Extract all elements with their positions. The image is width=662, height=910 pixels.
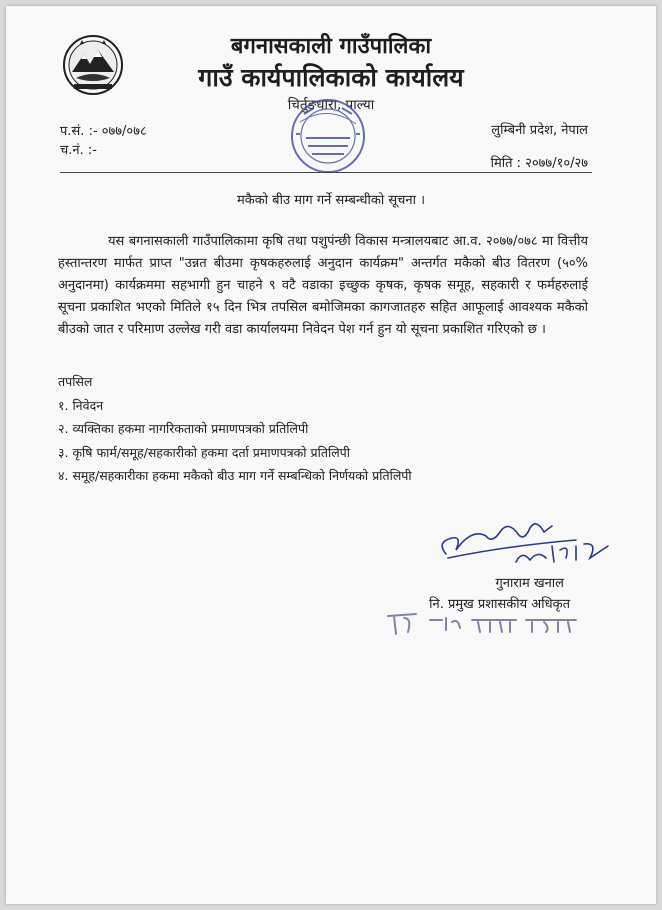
- list-item: ४. समूह/सहकारीका हकमा मकैको बीउ माग गर्ने सम्बन्धिको निर्णयको प्रतिलिपी: [58, 468, 412, 483]
- signatory-title: नि. प्रमुख प्रशासकीय अधिकृत: [429, 597, 570, 612]
- list-item: ३. कृषि फार्म/समूह/सहकारीको हकमा दर्ता प्रमाणपत्रको प्रतिलिपी: [58, 444, 351, 460]
- signatory-name: गुनाराम खनाल: [495, 576, 564, 591]
- list-item: २. व्यक्तिका हकमा नागरिकताको प्रमाणपत्रको प्रतिलिपी: [58, 421, 309, 436]
- reference-number: प.सं. :- ०७७/०७८: [60, 124, 147, 139]
- notice-subject: मकैको बीउ माग गर्ने सम्बन्धीको सूचना ।: [236, 193, 426, 208]
- dispatch-number: च.नं. :-: [60, 143, 97, 158]
- municipality-name: बगनासकाली गाउँपालिका: [230, 34, 432, 59]
- title-stamp-icon: [386, 606, 586, 638]
- list-item: १. निवेदन: [58, 397, 104, 413]
- province-name: लुम्बिनी प्रदेश, नेपाल: [491, 123, 588, 138]
- attachment-list: [58, 370, 412, 488]
- office-address: चिर्तुङधारा, पाल्या: [287, 97, 375, 113]
- header-divider: [60, 172, 592, 173]
- notice-date: मिति : २०७७/१०/२७: [490, 156, 588, 171]
- office-name: गाउँ कार्यपालिकाको कार्यालय: [198, 63, 464, 92]
- notice-page: [6, 6, 656, 904]
- attachment-list-heading: तपसिल: [58, 374, 93, 389]
- handwritten-signature-icon: [426, 506, 626, 576]
- notice-body: यस बगनासकाली गाउँपालिकामा कृषि तथा पशुपंन्छी विकास मन्त्रालयबाट आ.व. २०७७/०७८ मा वित्तीय हस्तान्तरण मार्फत प्राप्त "उन्नत बीउमा कृषकहरुलाई अनुदान कार्यक्रम" अन्तर्गत मकैको बीउ वितरण (५०% अनुदानमा) कार्यक्रममा सहभागी हुन चाहने ९ वटै वडाका इच्छुक कृषक, कृषक समूह, सहकारी र फर्महरुलाई सूचना प्रकाशित भएको मितिले १५ दिन भित्र तपसिल बमोजिमका कागजातहरु सहित आफूलाई आवश्यक मकैको बीउको जात र परिमाण उल्लेख गरी वडा कार्यालयमा निवेदन पेश गर्न हुन यो सूचना प्रकाशित गरिएको छ ।: [58, 234, 588, 337]
